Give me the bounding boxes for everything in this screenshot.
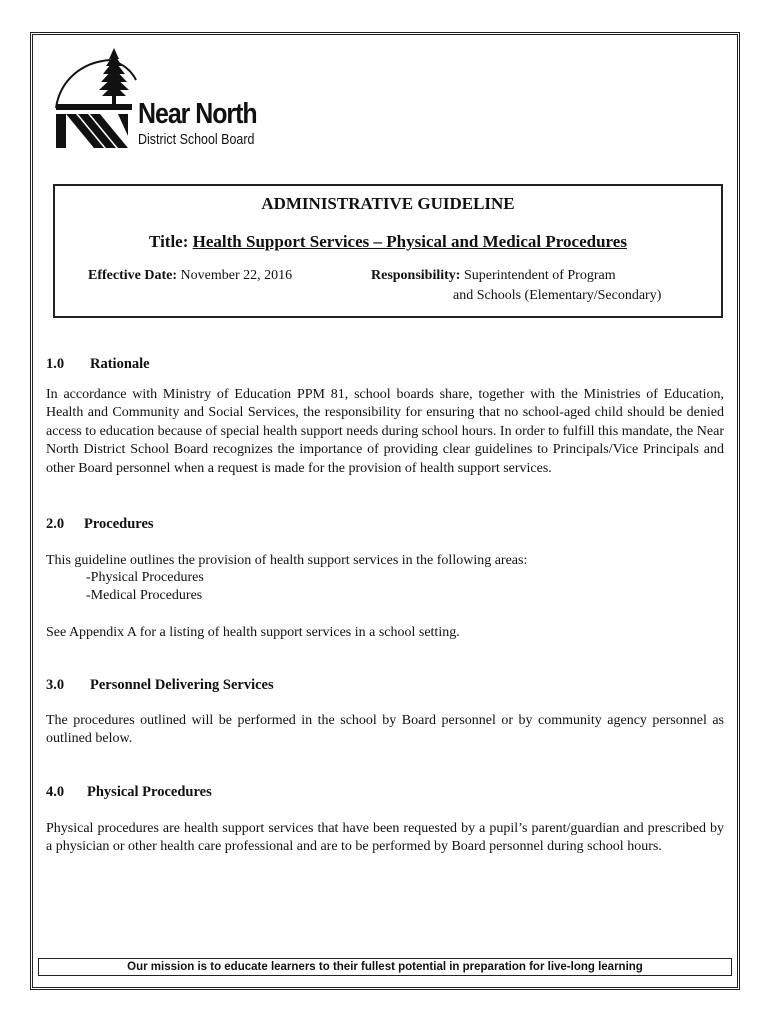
effective-date <box>88 268 292 284</box>
procedures-intro: This guideline outlines the provision of health support services in the following areas: <box>46 553 528 568</box>
responsibility-line2: and Schools (Elementary/Secondary) <box>453 288 662 303</box>
section-title: Procedures <box>84 516 154 532</box>
guideline-type: ADMINISTRATIVE GUIDELINE <box>261 194 515 213</box>
title-value: Health Support Services – Physical and Medical Procedures <box>192 232 627 251</box>
section-title: Rationale <box>90 356 150 372</box>
physical-procedures-paragraph: Physical procedures are health support services that have been requested by a pupil’s parent/guardian and prescribed by a physician or other health care professional and are to be performed by Board personnel during school hours. <box>46 821 724 855</box>
personnel-paragraph: The procedures outlined will be performed in the school by Board personnel or by community agency personnel as outlined below. <box>46 713 724 747</box>
section-number: 1.0 <box>46 356 65 372</box>
list-item: -Physical Procedures <box>86 570 204 585</box>
mission-statement: Our mission is to educate learners to their fullest potential in preparation for live-long learning <box>38 958 732 976</box>
section-heading-procedures <box>46 516 154 533</box>
effective-date-label: Effective Date: <box>88 268 178 283</box>
procedures-appendix-note: See Appendix A for a listing of health support services in a school setting. <box>46 625 460 640</box>
section-number: 4.0 <box>46 784 65 800</box>
responsibility-line1: Superintendent of Program <box>463 268 616 283</box>
effective-date-value: November 22, 2016 <box>180 268 293 283</box>
board-logo <box>52 44 292 164</box>
section-heading-personnel <box>46 677 274 694</box>
organization-subtitle: District School Board <box>138 132 255 148</box>
organization-name: Near North <box>138 98 257 130</box>
section-heading-rationale <box>46 356 150 373</box>
section-title: Personnel Delivering Services <box>90 677 274 693</box>
section-title: Physical Procedures <box>87 784 212 800</box>
section-heading-physical-procedures <box>46 784 212 801</box>
rationale-paragraph: In accordance with Ministry of Education PPM 81, school boards share, together with the Ministries of Education, Health and Community and Social Services, the responsibility for ensuring that no school-aged child should be denied access to education because of special health support needs during school hours. In order to fulfill this mandate, the Near North District School Board recognizes the importance of providing clear guidelines to Principals/Vice Principals and other Board personnel when a request is made for the provision of health support services. <box>46 387 724 476</box>
guideline-header-box <box>53 184 723 318</box>
list-item: -Medical Procedures <box>86 588 203 603</box>
guideline-title <box>55 232 721 252</box>
responsibility-label: Responsibility: <box>371 268 461 283</box>
section-number: 3.0 <box>46 677 65 693</box>
responsibility <box>371 268 616 284</box>
section-number: 2.0 <box>46 516 65 532</box>
title-label: Title: <box>149 232 189 251</box>
